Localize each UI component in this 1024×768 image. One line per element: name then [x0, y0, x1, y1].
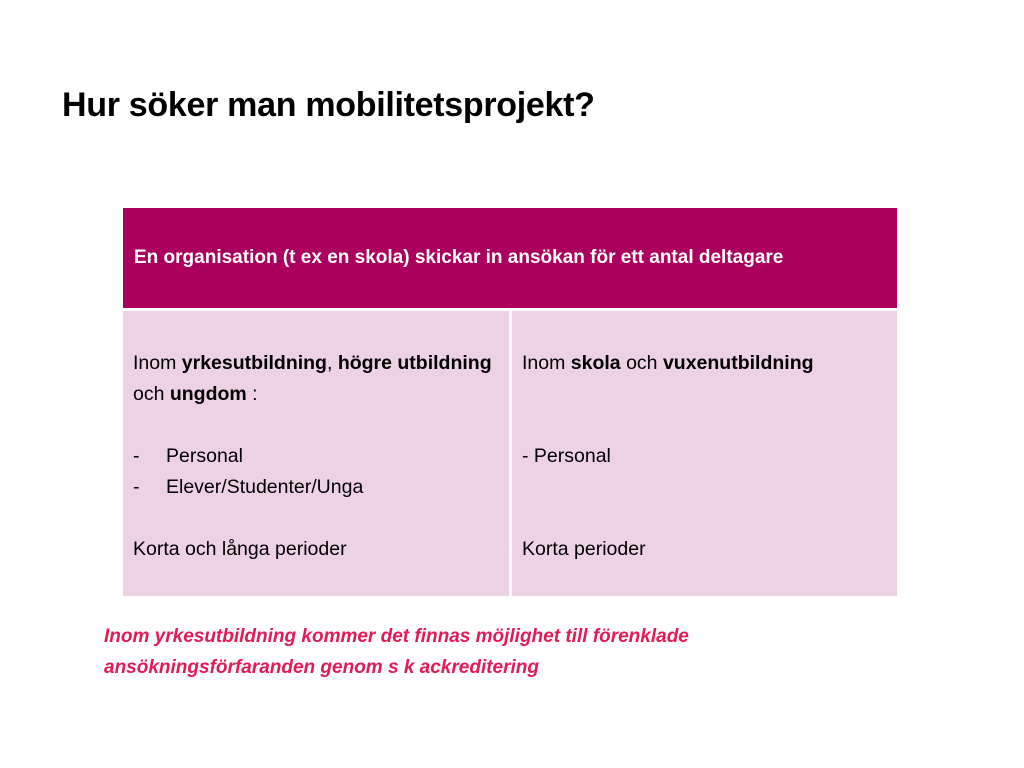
slide-title: Hur söker man mobilitetsprojekt? [62, 86, 595, 124]
bullet-item [133, 441, 499, 472]
right-intro-prefix: Inom [522, 352, 571, 374]
left-intro-bold-3: ungdom [169, 383, 247, 405]
bullet-item [133, 472, 499, 503]
left-intro-bold-2: högre utbildning [337, 352, 492, 374]
left-intro-sep: , [326, 352, 338, 374]
right-intro-and: och [620, 352, 663, 374]
table-header: En organisation (t ex en skola) skickar in ansökan för ett antal deltagare [123, 208, 897, 308]
bullet-dash: - [133, 445, 140, 467]
left-intro [133, 348, 499, 410]
accreditation-note: Inom yrkesutbildning kommer det finnas möjlighet till förenklade ansökningsförfaranden genom s k ackreditering [104, 626, 689, 678]
bullet-dash: - [133, 476, 140, 498]
right-cell [512, 311, 897, 596]
bullet-text: Elever/Studenter/Unga [166, 476, 364, 498]
right-period: Korta perioder [522, 538, 646, 560]
left-intro-bold-1: yrkesutbildning [181, 352, 327, 374]
right-intro-bold-2: vuxenutbildning [662, 352, 814, 374]
left-period: Korta och långa perioder [133, 538, 347, 560]
left-cell [123, 311, 509, 596]
right-intro [522, 348, 887, 379]
bullet-text: Personal [166, 445, 243, 467]
left-intro-prefix: Inom [133, 352, 182, 374]
right-intro-bold-1: skola [570, 352, 621, 374]
left-intro-and: och [133, 383, 170, 405]
right-personal: - Personal [522, 445, 611, 467]
left-intro-suffix: : [246, 383, 258, 405]
application-table [123, 208, 897, 596]
